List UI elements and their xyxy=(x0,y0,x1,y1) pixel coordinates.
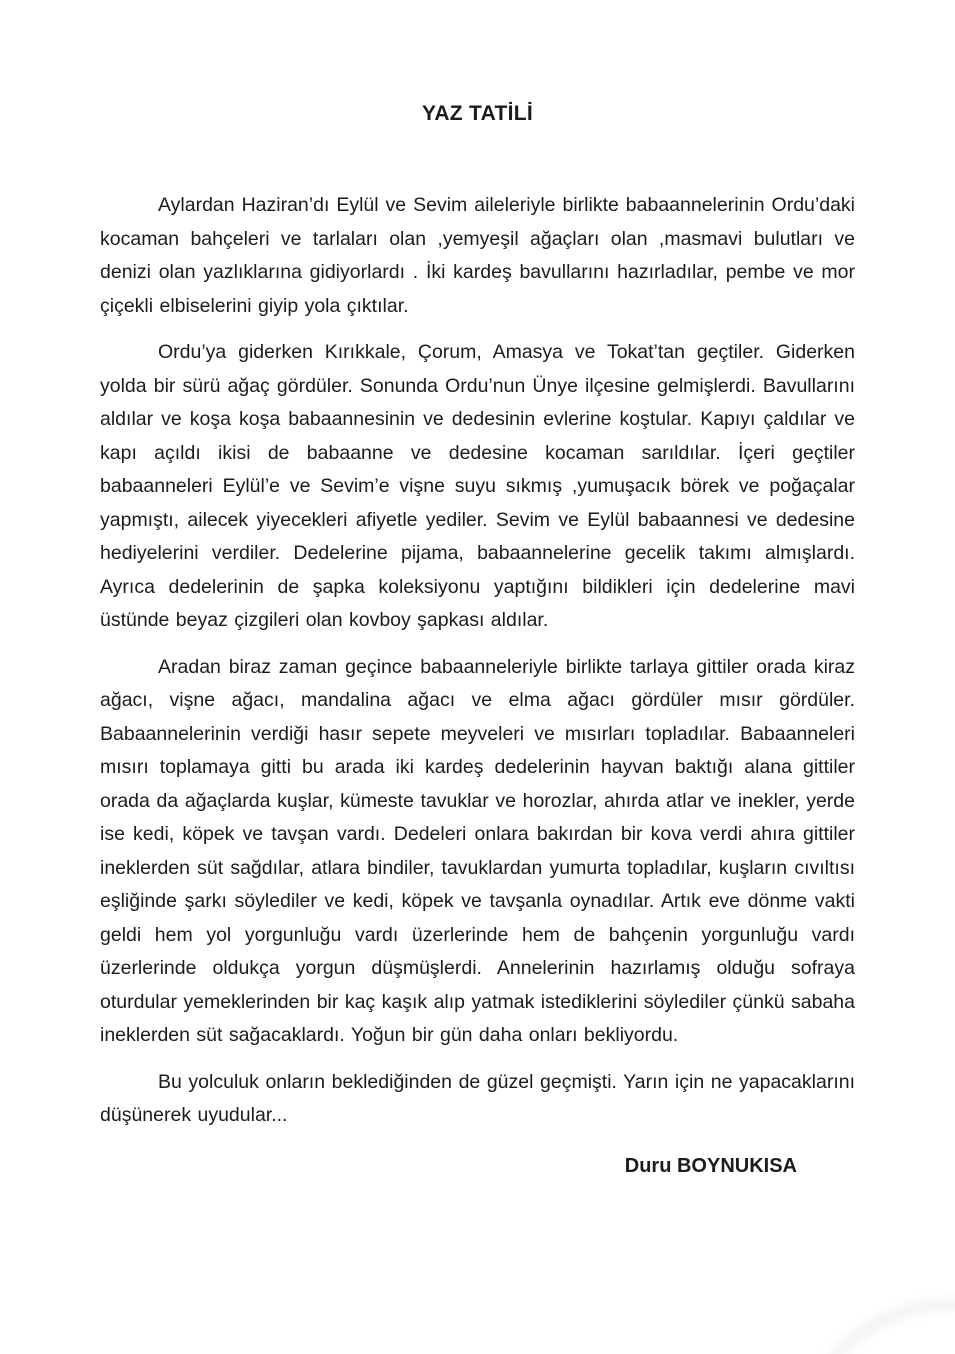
document-body xyxy=(100,189,855,1179)
paragraph-4: Bu yolculuk onların beklediğinden de güzel geçmişti. Yarın için ne yapacaklarını düşünerek uyudular... xyxy=(100,1070,855,1126)
faint-circle-watermark xyxy=(788,1298,955,1354)
author-signature: Duru BOYNUKISA xyxy=(624,1154,797,1177)
paragraph-3: Aradan biraz zaman geçince babaanneleriyle birlikte tarlaya gittiler orada kiraz ağacı, vişne ağacı, mandalina ağacı ve elma ağacı gördüler mısır gördüler. Babaannelerinin verdiği hasır sepete meyveleri ve mısırları topladılar. Babaanneleri mısırı toplamaya gitti bu arada iki kardeş dedelerinin hayvan baktığı alana gittiler orada da ağaçlarda kuşlar, kümeste tavuklar ve horozlar, ahırda atlar ve inekler, yerde ise kedi, köpek ve tavşan vardı. Dedeleri onlara bakırdan bir kova verdi ahıra gittiler ineklerden süt sağdılar, atlara bindiler, tavuklardan yumurta topladılar, kuşların cıvıltısı eşliğinde şarkı söylediler ve kedi, köpek ve tavşanla oynadılar. Artık eve dönme vakti geldi hem yol yorgunluğu vardı üzerlerinde hem de bahçenin yorgunluğu vardı üzerlerinde oldukça yorgun düşmüşlerdi. Annelerinin hazırlamış olduğu sofraya oturdular yemeklerinden bir kaç kaşık alıp yatmak istediklerini söylediler çünkü sabaha ineklerden süt sağacaklardı. Yoğun bir gün daha onları bekliyordu. xyxy=(100,655,855,1046)
document-title: YAZ TATİLİ xyxy=(421,102,534,125)
paragraph-2: Ordu’ya giderken Kırıkkale, Çorum, Amasya ve Tokat’tan geçtiler. Giderken yolda bir sürü ağaç gördüler. Sonunda Ordu’nun Ünye ilçesine gelmişlerdi. Bavullarını aldılar ve koşa koşa babaannesinin ve dedesinin evlerine koştular. Kapıyı çaldılar ve kapı açıldı ikisi de babaanne ve dedesine kocaman sarıldılar. İçeri geçtiler babaanneleri Eylül’e ve Sevim’e vişne suyu sıkmış ,yumuşacık börek ve poğaçalar yapmıştı, ailecek yiyecekleri afiyetle yediler. Sevim ve Eylül babaannesi ve dedesine hediyelerini verdiler. Dedelerine pijama, babaannelerine gecelik takımı almışlardı. Ayrıca dedelerinin de şapka koleksiyonu yaptığını bildikleri için dedelerine mavi üstünde beyaz çizgileri olan kovboy şapkası aldılar. xyxy=(100,341,855,631)
paragraph-1: Aylardan Haziran’dı Eylül ve Sevim aileleriyle birlikte babaannelerinin Ordu’daki kocaman bahçeleri ve tarlaları olan ,yemyeşil ağaçları olan ,masmavi bulutları ve denizi olan yazlıklarına gidiyorlardı . İki kardeş bavullarını hazırladılar, pembe ve mor çiçekli elbiselerini giyip yola çıktılar. xyxy=(100,194,855,317)
